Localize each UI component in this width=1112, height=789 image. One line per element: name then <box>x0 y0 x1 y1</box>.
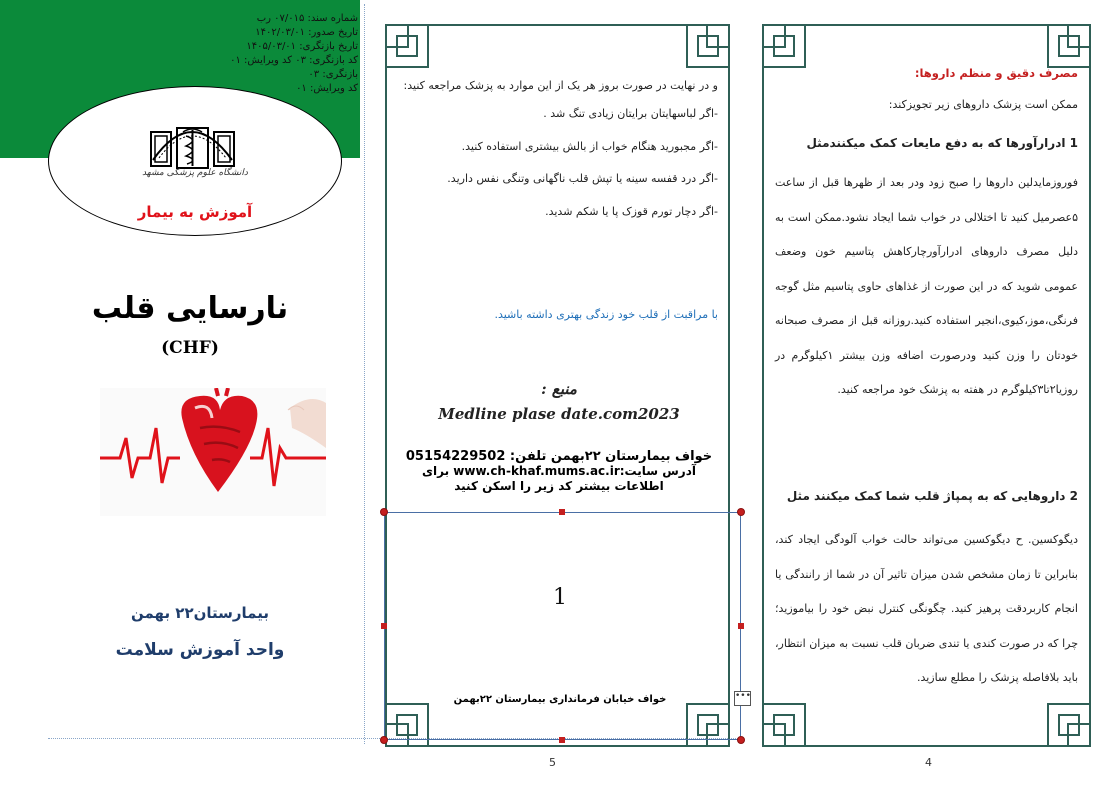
meta-line: بازنگری: ۰۳ <box>308 69 358 80</box>
page-number: 4 <box>925 756 932 769</box>
source-label: منبع : <box>541 380 577 398</box>
cardiac-drugs-heading: 2 داروهایی که به پمپاژ قلب شما کمک میکنند مثل <box>786 489 1078 503</box>
meta-line: تاریخ صدور: ۱۴۰۲/۰۳/۰۱ <box>255 27 358 38</box>
corner-ornament-icon <box>1047 703 1091 747</box>
resize-handle[interactable] <box>380 508 388 516</box>
contact-info <box>400 449 718 494</box>
resize-handle[interactable] <box>380 736 388 744</box>
list-item: -اگر درد قفسه سینه یا تپش قلب ناگهانی وتنگی نفس دارید. <box>447 172 718 185</box>
corner-ornament-icon <box>762 24 806 68</box>
warning-intro: و در نهایت در صورت بروز هر یک از این موارد به پزشک مراجعه کنید: <box>403 79 718 92</box>
contact-qr-note: اطلاعات بیشتر کد زیر را اسکن کنید <box>454 479 664 493</box>
meta-line: کد بازنگری: ۰۳ کد ویرایش: ۰۱ <box>230 55 358 66</box>
diuretics-heading: 1 ادرارآورها که به دفع مایعات کمک میکنندمثل <box>806 136 1078 150</box>
margin-guide <box>364 4 365 744</box>
page-subtitle: (CHF) <box>161 338 219 358</box>
document-metadata <box>218 12 358 96</box>
corner-ornament-icon <box>385 24 429 68</box>
patient-education-title: آموزش به بیمار <box>137 203 253 221</box>
resize-handle[interactable] <box>381 623 387 629</box>
diuretics-paragraph: فوروزمایدلین داروها را صبح زود ودر بعد از ظهرها قبل از ساعت ۵عصرمیل کنید تا اختلالی در خواب شما ایجاد نشود.ممکن است به دلیل مصرف داروهای ادرارآورچارکاهش پتاسیم خون وضعف عمومی شوید که در این صورت از غذاهای حاوی پتاسیم مثل گوجه فرنگی،موز،کیوی،انجیر استفاده کنید.روزانه قبل از مصرف صبحانه خودتان را وزن کنید ودرصورت اضافه وزن بیشتر ۱کیلوگرم در روزیا۲تا۳کیلوگرم در هفته به پزشک خود مراجعه کنید. <box>775 176 1078 396</box>
resize-handle[interactable] <box>737 508 745 516</box>
page-number: 5 <box>549 756 556 769</box>
warning-list <box>400 106 718 236</box>
medication-section-title: مصرف دقیق و منظم داروها: <box>914 66 1078 80</box>
contact-phone: خواف بیمارستان ۲۲بهمن تلفن: 05154229502 <box>405 449 713 464</box>
source-reference: Medline plase date.com2023 <box>438 405 680 423</box>
meta-line: شماره سند: ۰۷/۰۱۵ رب <box>256 13 358 24</box>
resize-handle[interactable] <box>559 509 565 515</box>
logo-caption: دانشگاه علوم پزشکی مشهد <box>142 168 248 178</box>
list-item: -اگر دچار تورم قوزک پا یا شکم شدید. <box>545 204 718 218</box>
motto-text: با مراقبت از قلب خود زندگی بهتری داشته باشید. <box>494 308 718 321</box>
resize-handle[interactable] <box>738 623 744 629</box>
text-box-content: 1 <box>553 585 567 610</box>
digoxin-paragraph: دیگوکسین. ح دیگوکسین می‌تواند حالت خواب آلودگی ایجاد کند، بنابراین تا زمان مشخص شدن میزان تاثیر آن در شما از رانندگی یا انجام کاربردقت پرهیز کنید. چگونگی کنترل نبض خود را بیاموزید؛چرا که در صورت کندی یا تندی ضربان قلب نسبت به میزان انتظار، باید بلافاصله پزشک را مطلع سازید. <box>775 533 1078 684</box>
hospital-name: بیمارستان۲۲ بهمن <box>130 604 269 622</box>
meta-line: کد ویرایش: ۰۱ <box>296 83 358 94</box>
list-item: -اگر لباسهایتان برایتان زیادی تنگ شد . <box>543 107 718 120</box>
meta-line: تاریخ بازنگری: ۱۴۰۵/۰۳/۰۱ <box>246 41 358 52</box>
resize-handle[interactable] <box>559 737 565 743</box>
health-education-unit: واحد آموزش سلامت <box>115 640 285 660</box>
corner-ornament-icon <box>1047 24 1091 68</box>
selected-text-box[interactable] <box>384 512 741 740</box>
corner-ornament-icon <box>686 24 730 68</box>
university-logo-icon <box>145 110 240 172</box>
layout-options-button[interactable]: ••• <box>734 691 751 706</box>
resize-handle[interactable] <box>737 736 745 744</box>
medication-intro: ممکن است پزشک داروهای زیر تجویزکند: <box>888 98 1078 111</box>
heart-ecg-illustration <box>100 388 326 516</box>
page-title: نارسایی قلب <box>91 291 289 326</box>
hospital-address: خواف خیابان فرمانداری بیمارستان ۲۲بهمن <box>453 694 667 705</box>
corner-ornament-icon <box>762 703 806 747</box>
list-item: -اگر مجبورید هنگام خواب از بالش بیشتری استفاده کنید. <box>461 139 718 153</box>
contact-website: آدرس سایت:www.ch-khaf.mums.ac.ir برای <box>422 464 696 478</box>
